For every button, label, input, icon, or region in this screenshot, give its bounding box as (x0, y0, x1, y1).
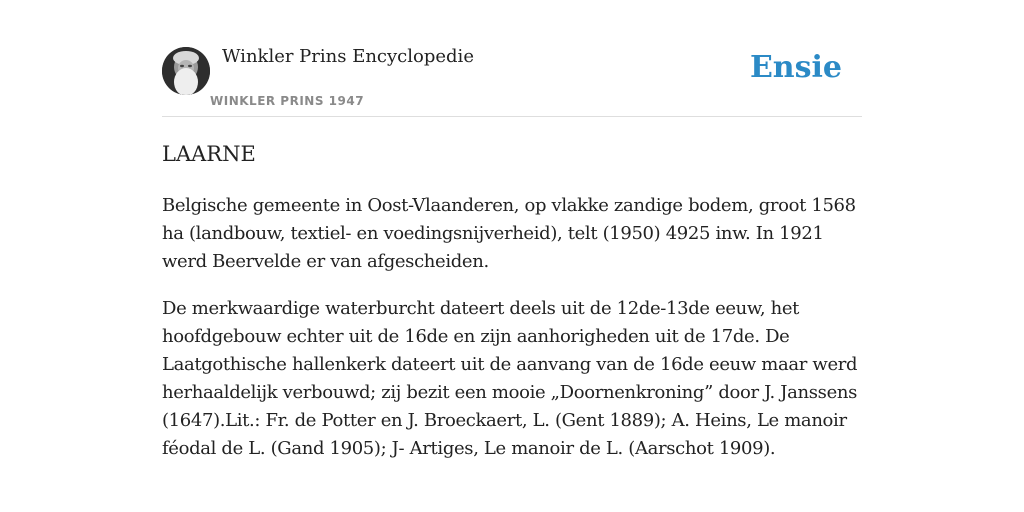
brand-logo-link[interactable]: Ensie (749, 50, 842, 85)
article-paragraph: De merkwaardige waterburcht dateert deels uit de 12de-13de eeuw, het hoofdgebouw echter uit de 16de en zijn aanhorigheden uit de 17de. De Laatgothische hallenkerk dateert uit de aanvang van de 16de eeuw maar werd herhaaldelijk verbouwd; zij bezit een mooie „Doornenkroning” door J. Janssens (1647).Lit.: Fr. de Potter en J. Broeckaert, L. (Gent 1889); A. Heins, Le manoir féodal de L. (Gand 1905); J- Artiges, Le manoir de L. (Aarschot 1909). (162, 298, 858, 459)
portrait-image (162, 47, 210, 95)
article-paragraph: Belgische gemeente in Oost-Vlaanderen, op vlakke zandige bodem, groot 1568 ha (landbouw, textiel- en voedingsnijverheid), telt (1950) 4925 inw. In 1921 werd Beervelde er van afgescheiden. (162, 195, 856, 272)
source-subtitle[interactable]: WINKLER PRINS 1947 (210, 94, 365, 108)
author-avatar[interactable] (162, 47, 210, 95)
article-content (162, 138, 862, 482)
entry-title: LAARNE (162, 142, 256, 166)
page-header (162, 40, 862, 117)
source-title[interactable]: Winkler Prins Encyclopedie (222, 46, 474, 67)
